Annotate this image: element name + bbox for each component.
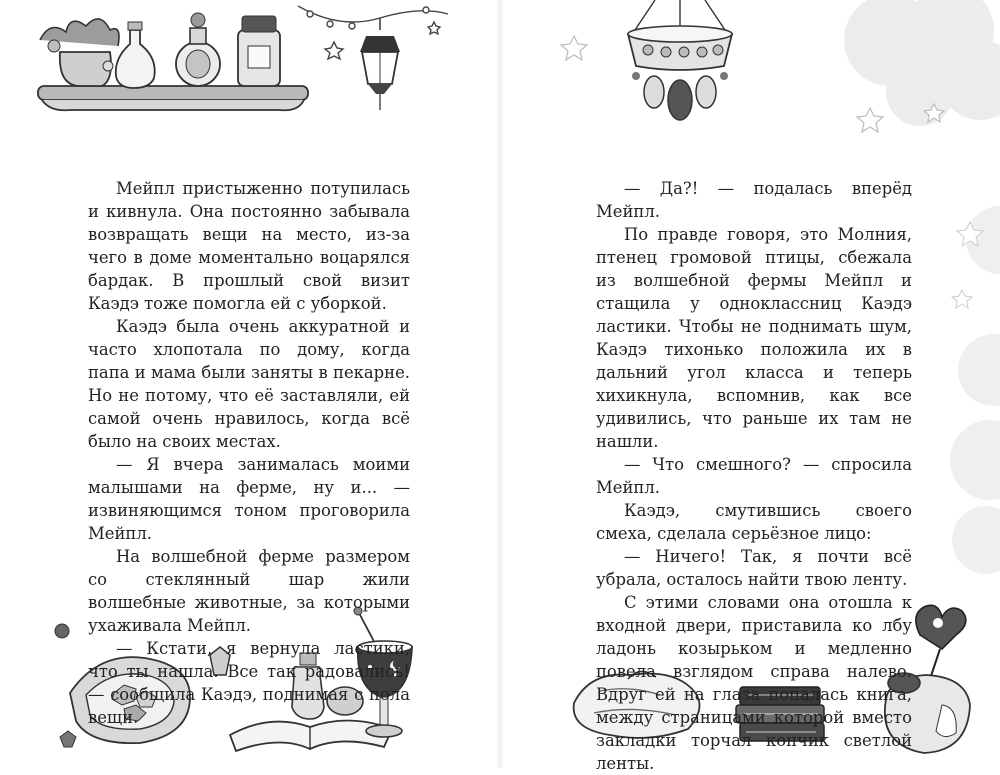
shelf-illustration [38, 86, 308, 110]
paragraph: — Да?! — подалась вперёд Мейпл. [596, 179, 912, 221]
paragraph: — Я вчера занималась моими малышами на ферме, ну и... — извиняющимся тоном проговорила Мейпл. [88, 455, 410, 543]
left-page [0, 0, 500, 768]
left-page-text [88, 177, 410, 729]
paragraph: С этими словами она отошла к входной двери, приставила ко лбу ладонь козырьком и медленно повела взглядом справа налево. Вдруг ей на глаза попалась книга, между страницами которой вместо закладки торчал кончик светлой ленты. [596, 593, 912, 773]
chandelier-illustration [628, 0, 732, 120]
paragraph: — Ничего! Так, я почти всё убрала, осталось найти твою ленту. [596, 547, 912, 589]
potion-bottles-illustration [40, 13, 280, 88]
paragraph: Мейпл пристыженно потупилась и кивнула. Она постоянно забывала возвращать вещи на место, из-за чего в доме моментально воцарялся бардак. В прошлый свой визит Каэдэ тоже помогла ей с уборкой. [88, 179, 410, 313]
top-right-illustration [560, 0, 1000, 140]
hanging-lantern-illustration [360, 18, 400, 110]
right-page [500, 0, 1000, 773]
top-left-illustration [30, 0, 450, 125]
right-edge-clouds [940, 200, 1000, 620]
paragraph: — Что смешного? — спросила Мейпл. [596, 455, 912, 497]
paragraph: Каэдэ, смутившись своего смеха, сделала серьёзное лицо: [596, 501, 912, 543]
right-page-text [596, 177, 912, 775]
paragraph: — Кстати, я вернула ластики, что ты нашла. Все так радовались! — сообщила Каэдэ, поднимая с пола вещи. [88, 639, 410, 727]
paragraph: Каэдэ была очень аккуратной и часто хлопотала по дому, когда папа и мама были заняты в пекарне. Но не потому, что её заставляли, ей самой очень нравилось, когда всё было на своих местах. [88, 317, 410, 451]
paragraph: По правде говоря, это Молния, птенец громовой птицы, сбежала из волшебной фермы Мейпл и стащила у одноклассниц Каэдэ ластики. Чтобы не поднимать шум, Каэдэ тихонько положила их в дальний угол класса и теперь хихикнула, вспомнив, как все удивились, что раньше их там не нашли. [596, 225, 912, 451]
cloud-illustration [950, 206, 1000, 574]
cloud-illustration [844, 0, 1000, 126]
paragraph: На волшебной ферме размером со стеклянный шар жили волшебные животные, за которыми ухаживала Мейпл. [88, 547, 410, 635]
